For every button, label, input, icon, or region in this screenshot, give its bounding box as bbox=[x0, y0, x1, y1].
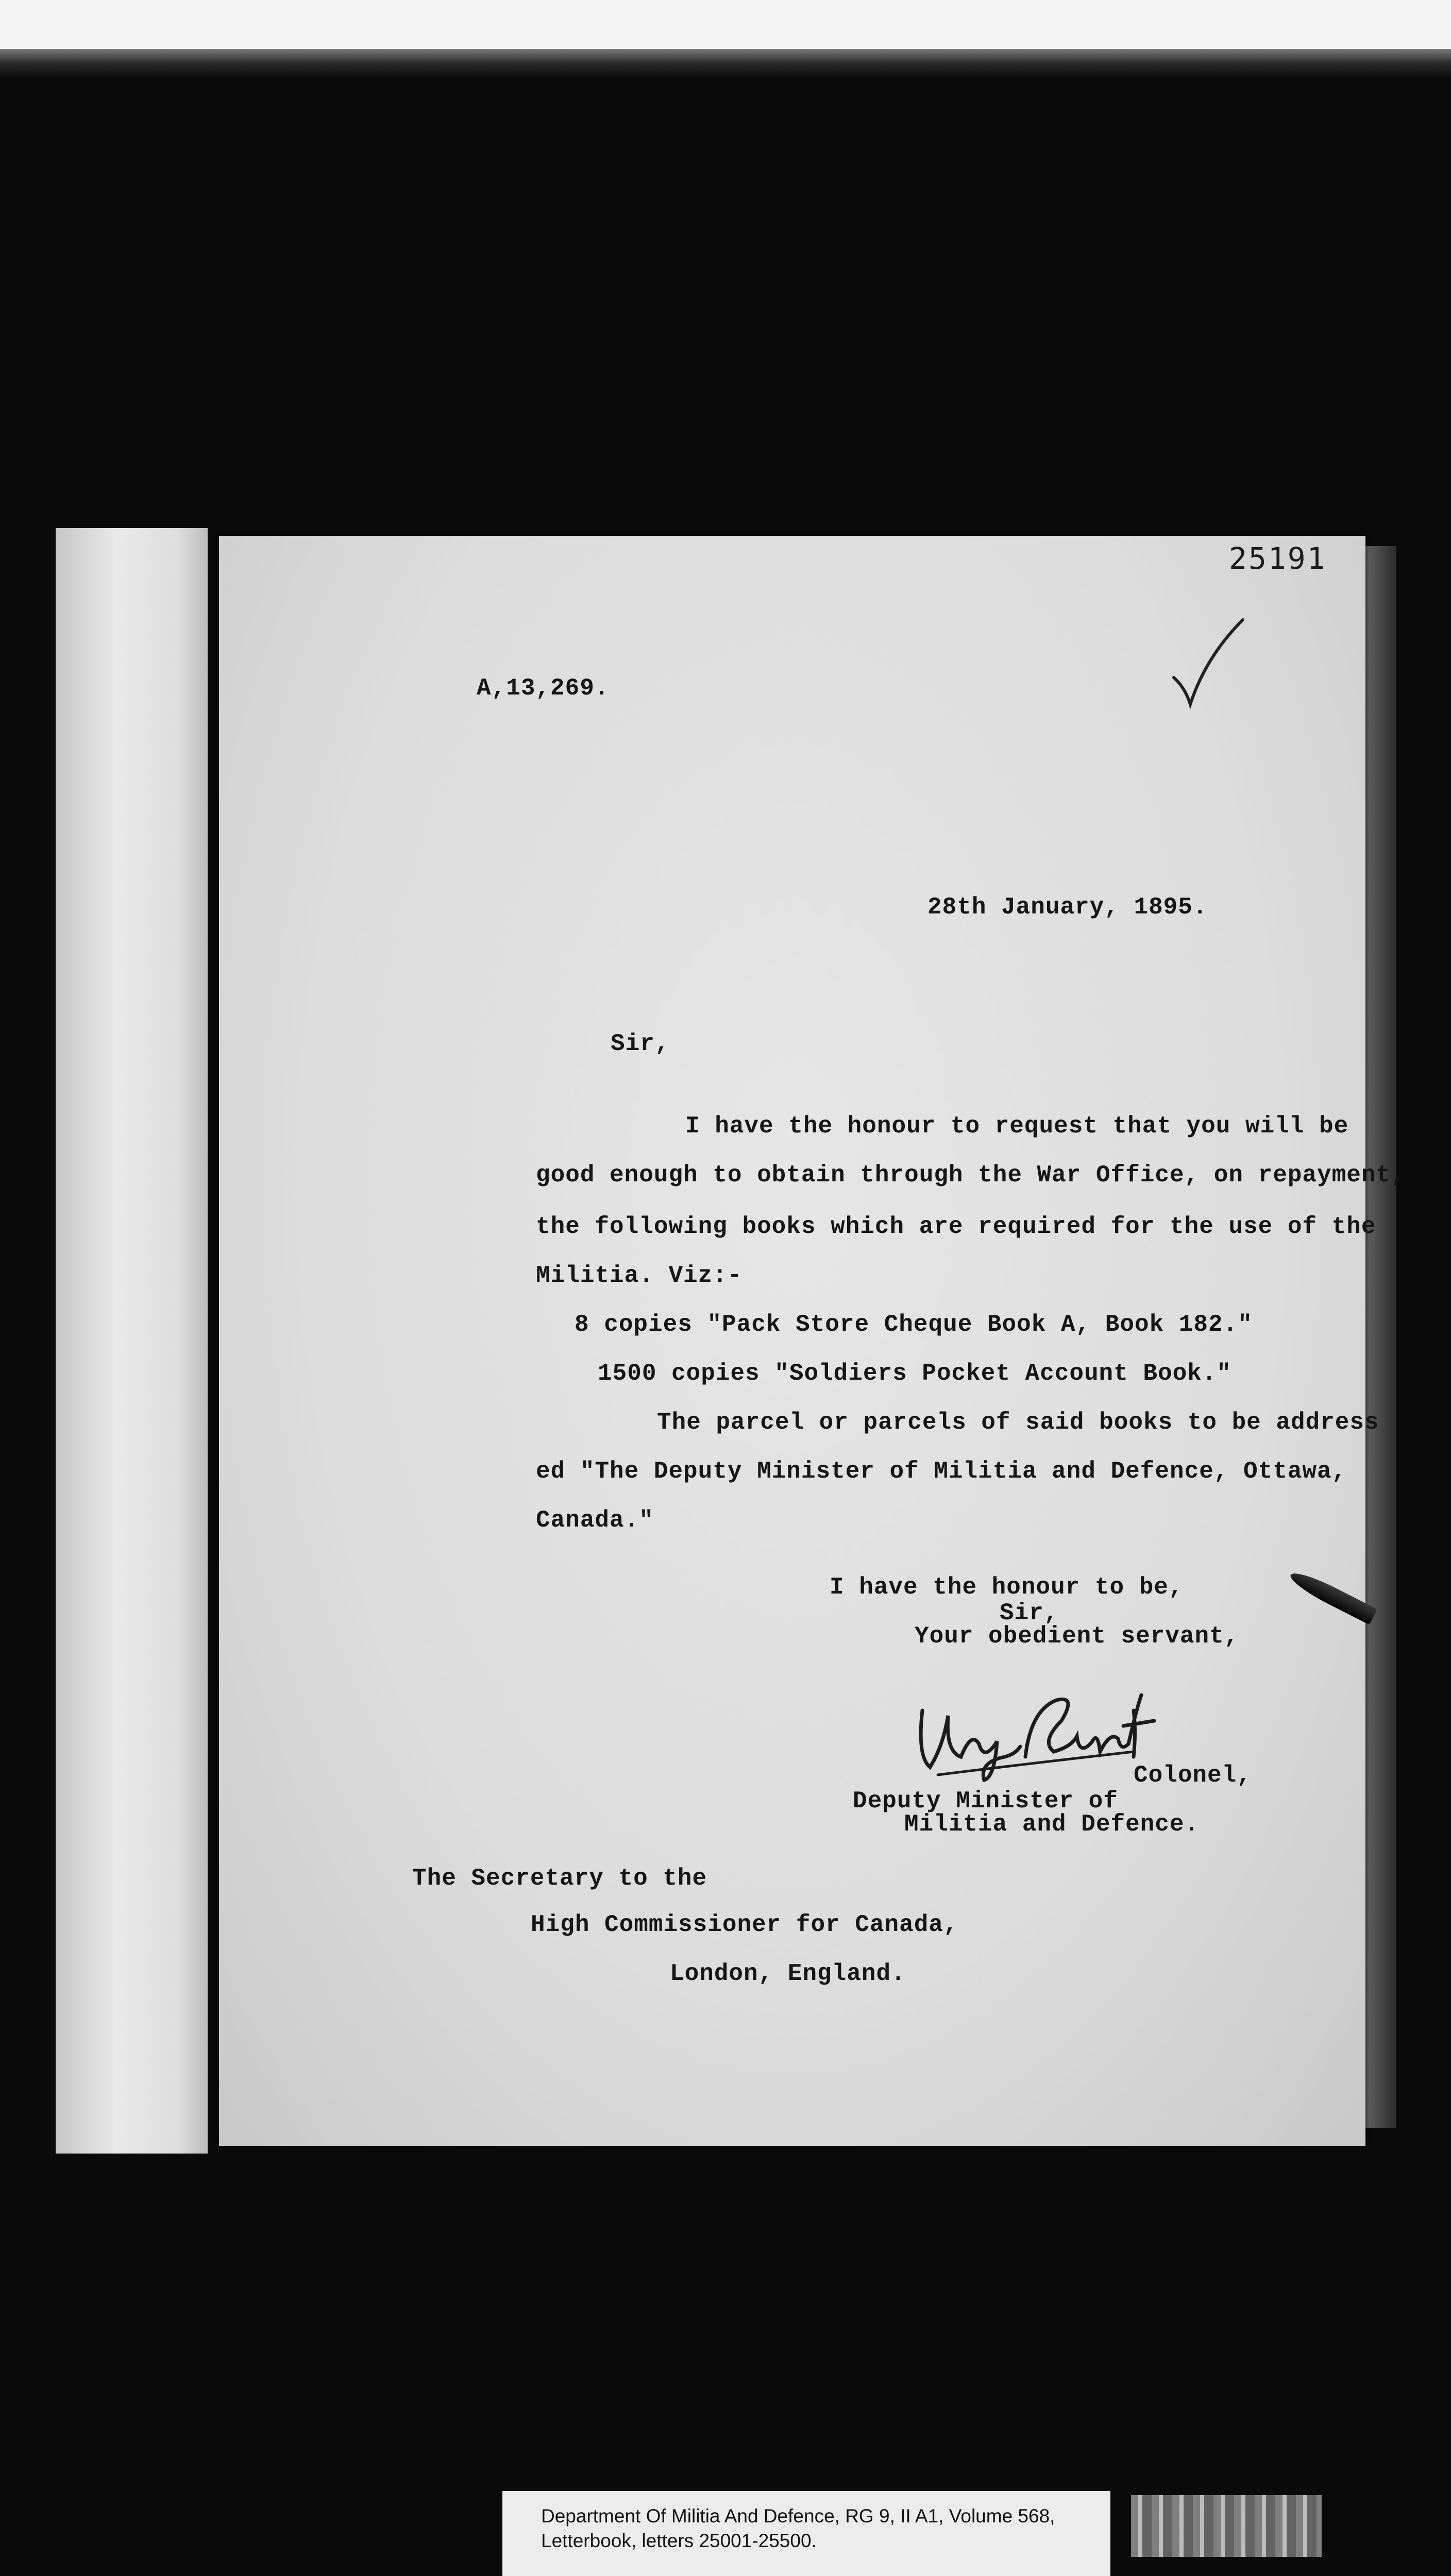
signature-rank: Colonel, bbox=[1134, 1762, 1252, 1789]
body-line: Canada." bbox=[536, 1507, 654, 1534]
adjacent-page-leaf bbox=[56, 528, 208, 2154]
body-line: I have the honour to request that you will be bbox=[685, 1113, 1349, 1140]
check-mark-icon bbox=[1170, 616, 1247, 714]
closing-line: I have the honour to be, bbox=[830, 1574, 1184, 1601]
letter-page bbox=[219, 536, 1365, 2146]
document-number: 25191 bbox=[1229, 541, 1327, 576]
page-stack-edge bbox=[1360, 546, 1396, 2128]
reference-number: A,13,269. bbox=[477, 675, 610, 702]
closing-line: Your obedient servant, bbox=[915, 1623, 1239, 1650]
body-line: the following books which are required for the use of the bbox=[536, 1213, 1376, 1240]
letter-date: 28th January, 1895. bbox=[927, 894, 1208, 921]
addressee-line: London, England. bbox=[670, 1960, 906, 1987]
salutation: Sir, bbox=[611, 1030, 670, 1057]
faded-stamp bbox=[1131, 2495, 1322, 2557]
signatory-title: Deputy Minister of bbox=[853, 1788, 1118, 1815]
handwritten-signature bbox=[907, 1680, 1165, 1783]
archive-label-line: Letterbook, letters 25001-25500. bbox=[541, 2530, 817, 2551]
book-item: 1500 copies "Soldiers Pocket Account Book." bbox=[598, 1360, 1231, 1387]
book-item: 8 copies "Pack Store Cheque Book A, Book 182." bbox=[575, 1311, 1253, 1338]
body-line: Militia. Viz:- bbox=[536, 1262, 743, 1289]
microfilm-top-margin bbox=[0, 0, 1451, 49]
body-line: The parcel or parcels of said books to be address bbox=[657, 1409, 1379, 1436]
addressee-line: The Secretary to the bbox=[412, 1865, 707, 1892]
body-line: good enough to obtain through the War Office, on repayment, bbox=[536, 1162, 1406, 1189]
body-line: ed "The Deputy Minister of Militia and Defence, Ottawa, bbox=[536, 1458, 1347, 1485]
signatory-title: Militia and Defence. bbox=[904, 1811, 1200, 1838]
addressee-line: High Commissioner for Canada, bbox=[531, 1911, 958, 1938]
archive-label-line: Department Of Militia And Defence, RG 9, II A1, Volume 568, bbox=[541, 2505, 1055, 2527]
closing-line: Sir, bbox=[1000, 1600, 1059, 1626]
microfilm-frame-edge bbox=[0, 49, 1451, 80]
